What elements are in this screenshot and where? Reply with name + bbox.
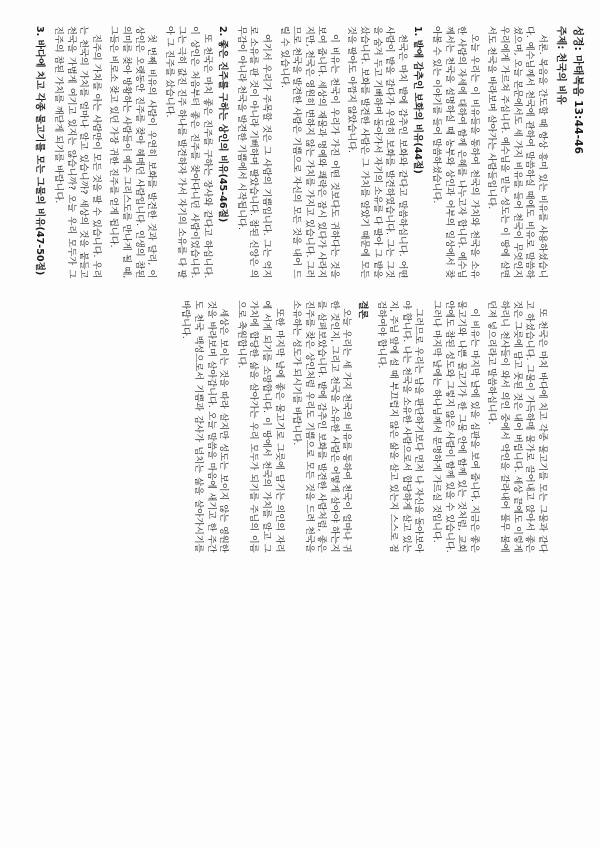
body-paragraph: 첫 번째 비유의 사람이 우연히 보화를 발견한 것과 달리, 이 상인은 오랫동안 진주를 찾아 헤매던 사람입니다. 인생의 참된 의미를 찾아 방황하는 사람들이 예수 그리스도를 만나게 될 때, 그들은 비로소 찾고 있던 가장 귀한 진주를 얻게 됩니다.	[108, 26, 158, 279]
body-paragraph: 또 천국은 마치 바다에 치고 각종 물고기를 모는 그물과 같다고 하셨습니다. 그물이 가득하매 물가로 끌어내고 앉아서 좋은 것은 그릇에 담고 못된 것은 내어 버립니다. 세상 끝에도 이렇게 하리니 천사들이 와서 의인 중에서 악인을 갈라내어 풀무 불에 던져 넣으리라고 말씀하십니다.	[486, 300, 548, 553]
body-paragraph: 서론. 복음을 간도할 때 항상 흥미 있는 비유를 사용하셨습니다. 예수님께서 천국에 관하여 말씀하실 때에도 비유로 말씀하셨으며, 오늘 본문에서도 세 가지 비유를 들어 천국이 무엇인지 우리에게 가르쳐 주십니다. 예수님을 믿는 성도는 이 땅에 살면서도 천국을 바라보며 살아가는 사람들입니다.	[486, 26, 548, 279]
sermon-subject: 주제: 천국의 비유	[555, 26, 567, 105]
section-heading: 결론	[357, 300, 369, 319]
body-paragraph: 또한 마지막 날에 좋은 물고기로 그릇에 담기는 의인의 자리에 서게 되기를 소망합니다. 이 땅에서 천국의 가치를 알고 그 가치에 합당한 삶을 살아가는 우리 모두가 되기를 주님의 이름으로 축원합니다.	[235, 300, 285, 553]
section-heading: 1. 밭에 감추인 보화의 비유(44절)	[412, 26, 424, 174]
body-paragraph: 오늘 우리는 세 가지 천국의 비유를 통하여 천국이 얼마나 귀한 것인지, 그리고 천국을 소유한 사람은 어떻게 살아야 하는지를 살펴보았습니다. 밭에 감추인 보화를 발견한 사람처럼, 좋은 진주를 찾은 상인처럼 우리도 기쁨으로 모든 것을 드려 천국을 소유하는 성도가 되시기를 바랍니다.	[291, 300, 353, 553]
body-paragraph: 세상은 보이는 것을 따라 살지만 성도는 보이지 않는 영원한 것을 바라보며 살아갑니다. 오늘 말씀을 마음에 새기고 한 주간도 천국 백성으로서 기쁨과 감사가 넘치는 삶을 살아가시기를 바랍니다.	[180, 300, 230, 553]
body-paragraph: 오늘 우리는 이 비유들을 통하여 천국의 가치와 천국을 소유한 사람의 자세에 대하여 함께 은혜를 나누고자 합니다. 예수님께서는 천국을 설명하실 때 농부와 상인과 어부의 일상에서 찾아볼 수 있는 이야기를 들어 말씀하셨습니다.	[431, 26, 480, 279]
body-paragraph: 또 천국은 마치 좋은 진주를 구하는 장사와 같다고 하십니다. 이 상인은 처음부터 좋은 진주를 찾아다니던 사람이었습니다. 그는 극히 값진 진주 하나를 발견하자 가서 자기의 소유를 다 팔아 그 진주를 샀습니다.	[163, 26, 213, 279]
body-paragraph: 이 비유는 천국이 우리가 가진 어떤 것보다도 귀하다는 것을 보여 줍니다. 세상의 재물과 명예와 쾌락은 잠시 있다가 사라지지만, 천국은 영원히 변하지 않는 가치를 가지고 있습니다. 그러므로 천국을 발견한 사람은 기쁨으로 자신의 모든 것을 내어 드릴 수 있습니다.	[278, 26, 340, 279]
section-heading: 2. 좋은 진주를 구하는 상인의 비유(45-46절)	[217, 26, 229, 223]
body-paragraph: 이 비유는 마지막 날에 있을 심판을 보여 줍니다. 지금은 좋은 물고기와 나쁜 물고기가 한 그물 안에 함께 있는 것처럼, 교회 안에도 참된 성도와 그렇지 않은 사람이 함께 있을 수 있습니다. 그러나 마지막 날에는 하나님께서 분명하게 가르실 것입니다.	[431, 300, 480, 553]
sermon-header	[554, 26, 584, 827]
body-paragraph: 여기서 우리가 주목할 것은 그 사람의 기쁨입니다. 그는 억지로 소유를 판 것이 아니라 기뻐하며 팔았습니다. 참된 신앙은 의무감이 아니라 천국을 발견한 기쁨에서 시작됩니다.	[235, 26, 272, 279]
body-paragraph: 천국은 마치 밭에 감추인 보화와 같다고 말씀하십니다. 어떤 사람이 밭을 갈다가 우연히 보화를 발견하였습니다. 그는 그것을 숨겨 두고 기뻐하며 돌아가서 자기의 소유를 다 팔아 그 밭을 샀습니다. 보화를 발견한 사람은 그 가치를 알았기 때문에 모든 것을 팔아도 아깝지 않았습니다.	[346, 26, 408, 279]
sermon-body	[8, 26, 548, 827]
section-heading: 3. 바다에 치고 각종 물고기를 모는 그물의 비유(47-50절)	[34, 26, 46, 276]
body-paragraph: 진주의 가치를 아는 사람만이 모든 것을 팔 수 있습니다. 우리는 천국의 가치를 얼마나 알고 있습니까? 세상의 것을 붙들고 천국을 가볍게 여기고 있지는 않습니까? 오늘 우리 모두가 그 진주의 참된 가치를 깨닫게 되기를 바랍니다.	[53, 26, 102, 279]
body-paragraph: 그러므로 우리는 남을 판단하기보다 먼저 나 자신을 돌아보아야 합니다. 나는 천국을 소유한 사람으로서 합당하게 살고 있는지, 주님 앞에 설 때 부끄럽지 않은 삶을 살고 있는지 스스로 점검하여야 합니다.	[375, 300, 425, 553]
scripture-reference: 성경: 마태복음 13:44-46	[572, 26, 584, 155]
